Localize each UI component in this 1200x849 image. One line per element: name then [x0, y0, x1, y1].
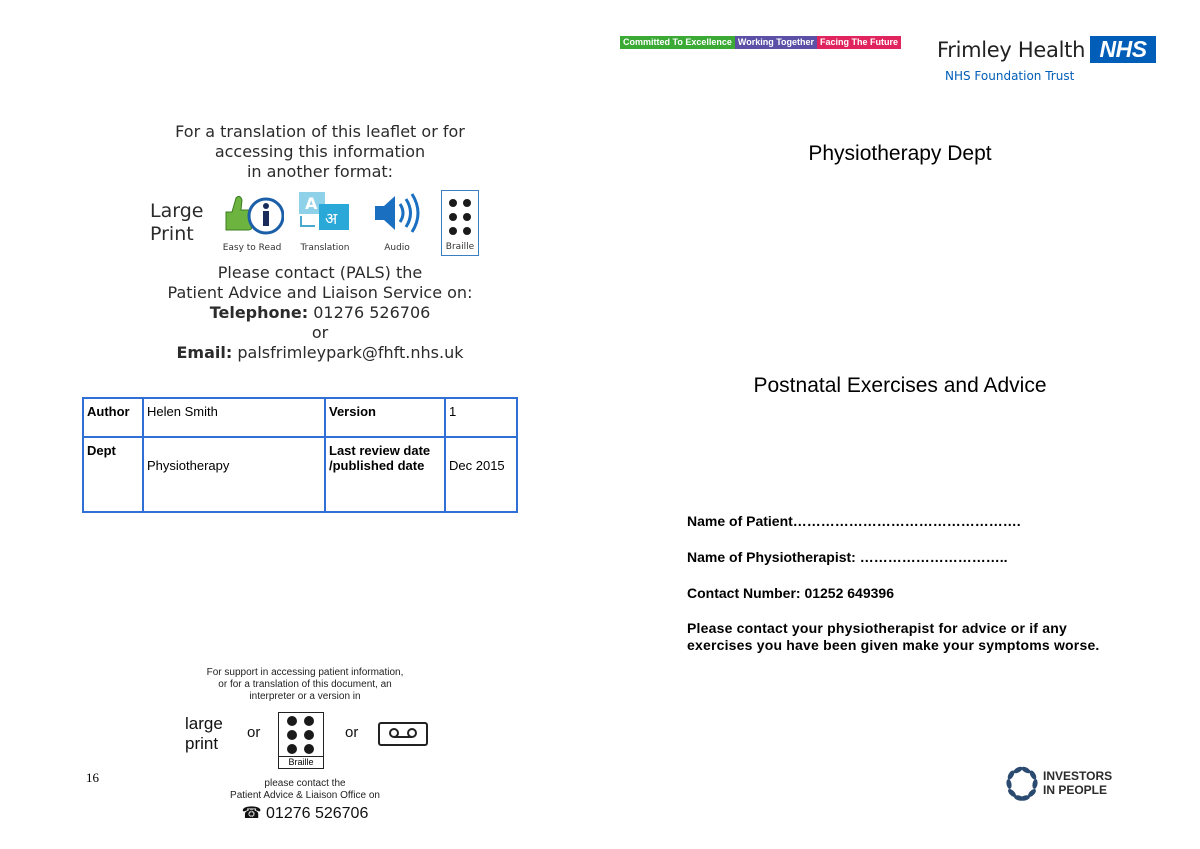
patient-details: [687, 512, 1127, 672]
translation-icon: [295, 190, 355, 236]
audio-format: [365, 190, 429, 253]
format-label: Braille: [445, 242, 475, 252]
support-contact: please contact the Patient Advice & Liaison Office on: [230, 778, 380, 801]
support-text: For support in accessing patient information, or for a translation of this document, an interpreter or a version in: [206, 667, 404, 702]
braille-icon: [278, 712, 324, 769]
investors-in-people-logo: [1003, 766, 1133, 802]
audio-tape-icon: [378, 722, 428, 746]
braille-label: Braille: [279, 756, 323, 768]
accessibility-heading-line: For a translation of this leaflet or for: [175, 122, 465, 141]
physio-name-field: Name of Physiotherapist: …………………………..: [687, 549, 1008, 565]
foundation-trust-label: NHS Foundation Trust: [945, 69, 1075, 83]
format-label: Translation: [300, 243, 350, 253]
tagline-item: Working Together: [735, 36, 817, 49]
svg-text:अ: अ: [325, 209, 338, 228]
table-row: [83, 437, 517, 512]
pals-telephone: Telephone: 01276 526706: [209, 303, 431, 322]
or-text: or: [247, 724, 261, 741]
page-number: 16: [86, 770, 99, 785]
pals-email: Email: palsfrimleypark@fhft.nhs.uk: [176, 343, 464, 362]
table-cell: Last review date /published date: [325, 437, 445, 512]
accessibility-formats: [145, 190, 495, 258]
table-cell: Author: [83, 398, 143, 437]
braille-icon: [441, 190, 479, 256]
accessibility-heading-line: accessing this information: [214, 142, 426, 161]
accessibility-heading: [120, 122, 520, 182]
or-text: or: [345, 724, 359, 741]
org-name: Frimley Health: [937, 38, 1086, 62]
tagline-item: Facing The Future: [817, 36, 901, 49]
contact-number: Contact Number: 01252 649396: [687, 585, 894, 601]
audio-icon: [369, 190, 425, 236]
table-cell: 1: [445, 398, 517, 437]
document-info-table: [82, 397, 518, 513]
trust-tagline: [620, 36, 901, 49]
easy-read-format: [217, 190, 287, 253]
svg-text:A: A: [305, 194, 318, 213]
translation-format: [290, 190, 360, 253]
support-formats: [185, 712, 435, 772]
pals-contact: Please contact (PALS) the Patient Advice and Liaison Service on: Telephone: 01276 526706 or Email: palsfrimleypark@fhft.nhs.uk: [120, 263, 520, 363]
advice-text: Please contact your physiotherapist for advice or if any exercises you have been given make your symptoms worse.: [687, 620, 1100, 653]
table-cell: Dec 2015: [445, 437, 517, 512]
patient-name-field: Name of Patient………………………………………….: [687, 513, 1021, 529]
dept-title: Physiotherapy Dept: [808, 142, 992, 165]
iip-text: INVESTORS IN PEOPLE: [1043, 769, 1113, 797]
large-print-label: Large Print: [150, 200, 204, 245]
table-cell: Version: [325, 398, 445, 437]
format-label: Easy to Read: [222, 243, 282, 253]
support-phone: ☎ 01276 526706: [241, 805, 369, 822]
large-print-label: large print: [185, 714, 223, 753]
easy-read-icon: [220, 190, 284, 236]
format-label: Audio: [384, 243, 410, 253]
tagline-item: Committed To Excellence: [620, 36, 735, 49]
iip-laurel-icon: [1003, 766, 1041, 802]
nhs-logo: NHS: [1090, 36, 1156, 63]
table-cell: Physiotherapy: [143, 437, 325, 512]
accessibility-heading-line: in another format:: [246, 162, 394, 181]
table-row: [83, 398, 517, 437]
table-cell: Helen Smith: [143, 398, 325, 437]
page-title: Postnatal Exercises and Advice: [753, 374, 1047, 397]
table-cell: Dept: [83, 437, 143, 512]
